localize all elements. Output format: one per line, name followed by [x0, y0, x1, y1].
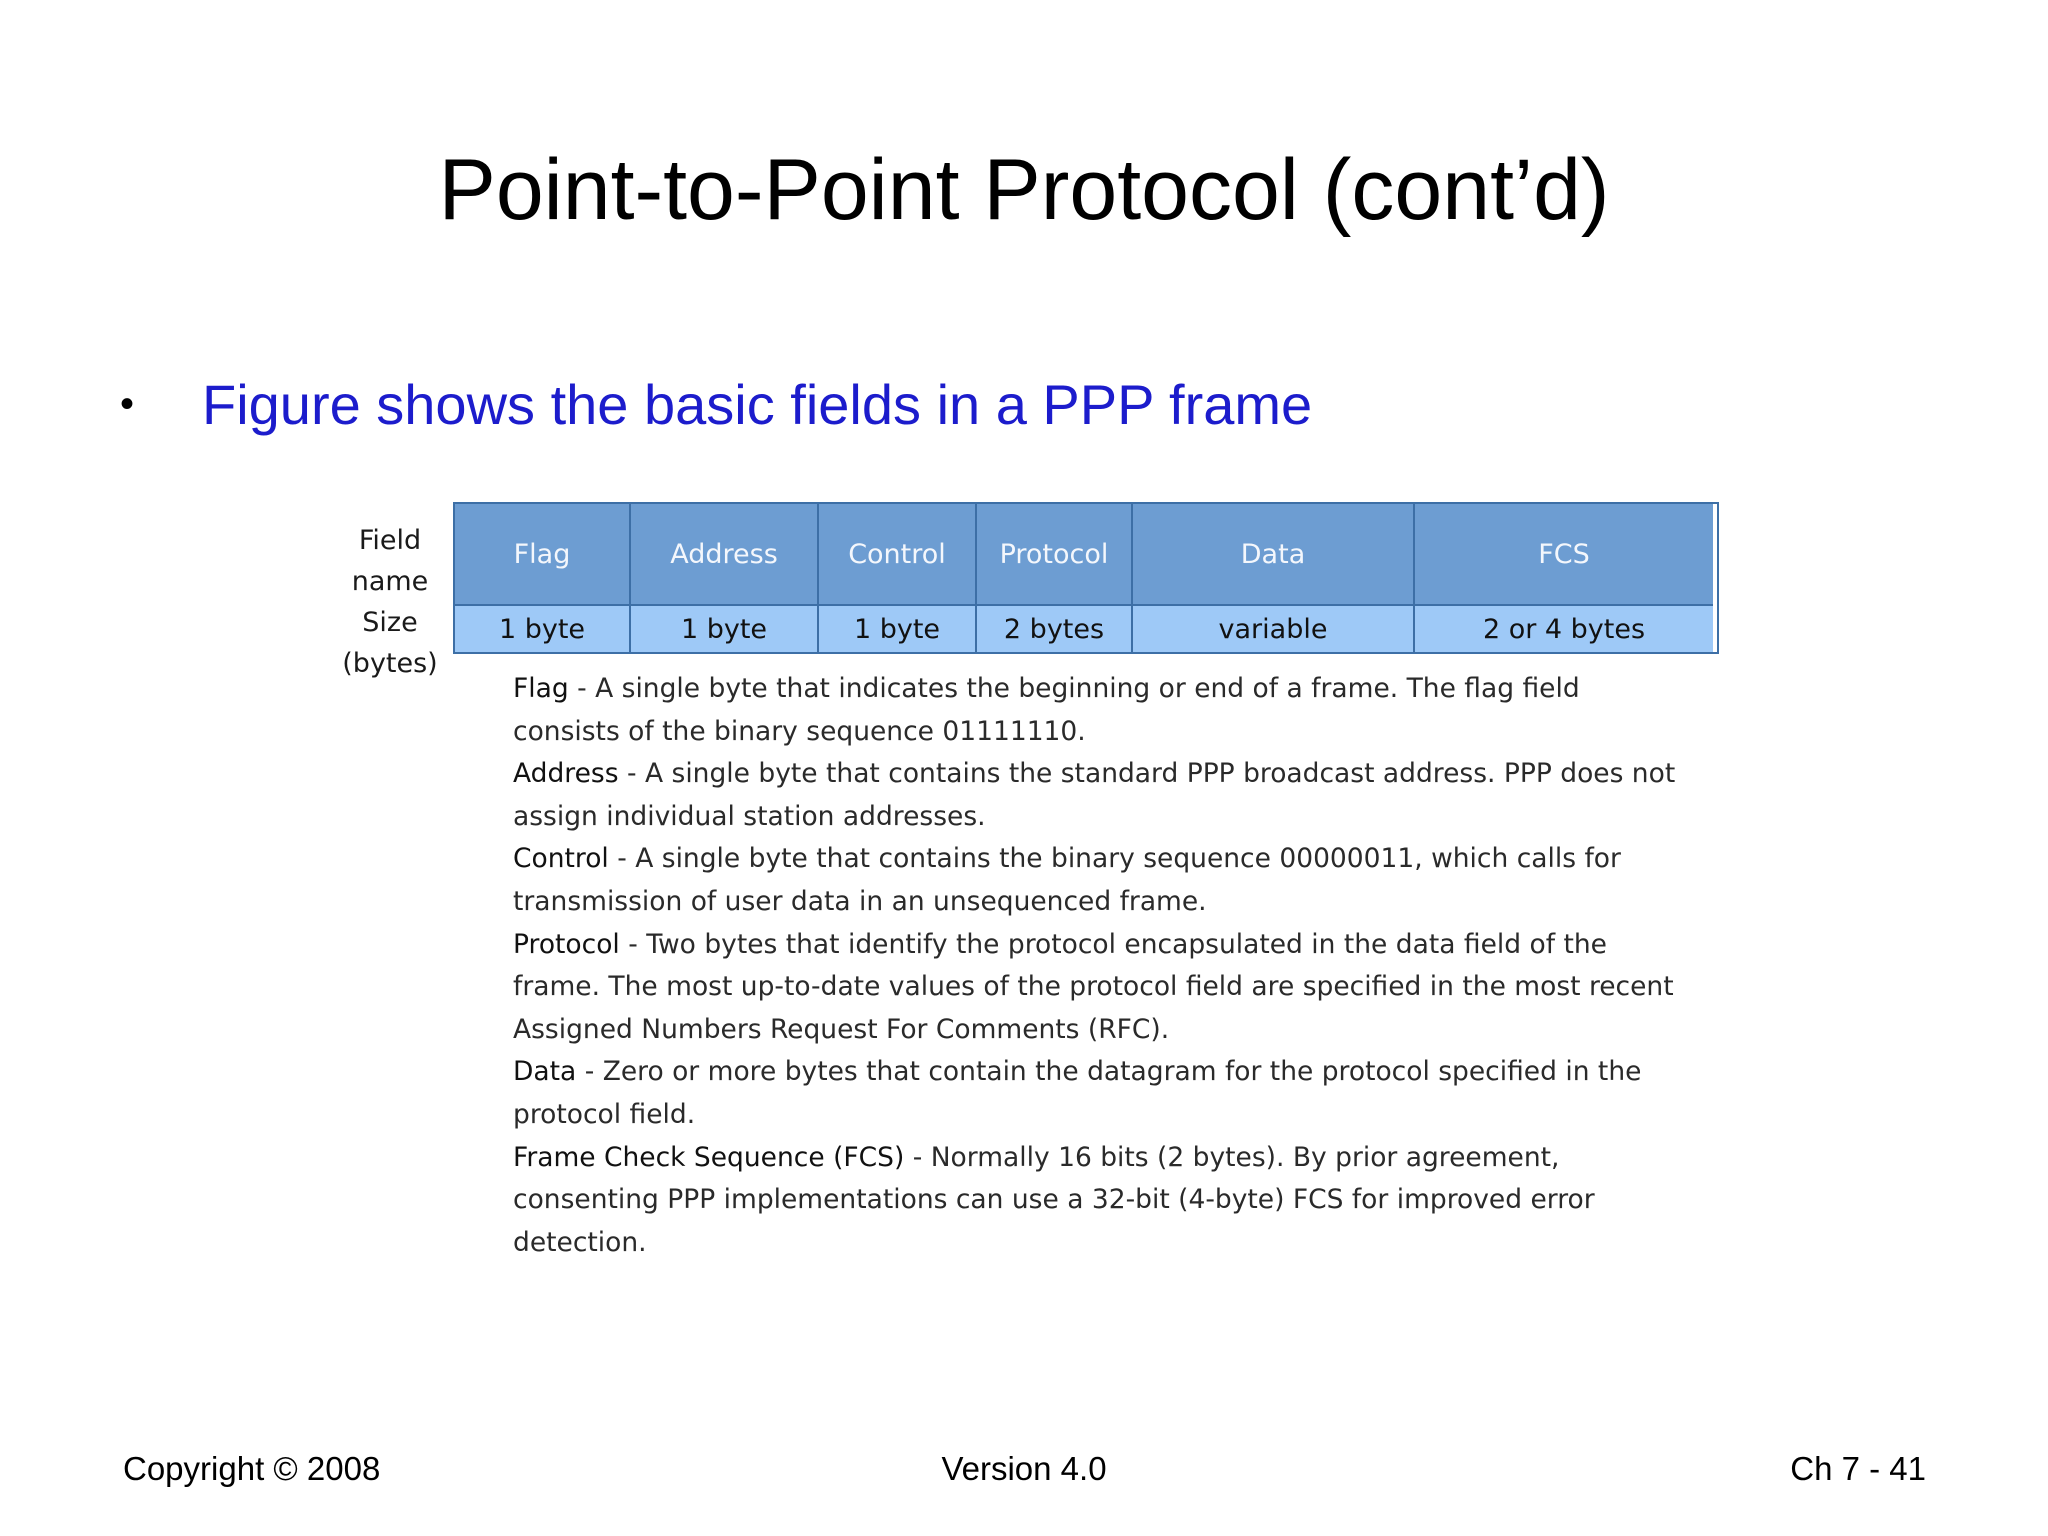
- description-flag: [513, 668, 1693, 753]
- footer-version: Version 4.0: [941, 1450, 1107, 1487]
- row-labels: [340, 520, 440, 684]
- field-name-address: Address: [631, 504, 819, 604]
- description-text: - A single byte that contains the standard PPP broadcast address. PPP does not assign individual station addresses.: [513, 758, 1676, 832]
- field-name-control: Control: [819, 504, 977, 604]
- bullet-icon: •: [120, 382, 135, 426]
- footer-page-number: Ch 7 - 41: [1790, 1450, 1926, 1487]
- description-text: - Two bytes that identify the protocol encapsulated in the data field of the frame. The most up-to-date values of the protocol field are specified in the most recent Assigned Numbers Request For Comments (RFC).: [513, 928, 1674, 1045]
- bullet-item: [120, 372, 1312, 437]
- field-descriptions: [513, 668, 1693, 1264]
- row-label-line: Field: [358, 525, 422, 556]
- description-text: - A single byte that indicates the beginning or end of a frame. The flag field consists of the binary sequence 01111110.: [513, 673, 1580, 747]
- description-text: - Zero or more bytes that contain the datagram for the protocol specified in the protocol field.: [513, 1056, 1642, 1130]
- description-fcs: [513, 1137, 1693, 1265]
- description-term: Frame Check Sequence (FCS): [513, 1141, 905, 1173]
- description-term: Control: [513, 843, 609, 875]
- description-address: [513, 753, 1693, 838]
- description-term: Protocol: [513, 928, 620, 960]
- field-name-flag: Flag: [455, 504, 631, 604]
- field-size-flag: 1 byte: [455, 604, 631, 652]
- row-label-line: Size: [362, 607, 418, 638]
- description-term: Address: [513, 758, 619, 790]
- description-text: - A single byte that contains the binary sequence 00000011, which calls for transmission of user data in an unsequenced frame.: [513, 843, 1621, 917]
- field-size-fcs: 2 or 4 bytes: [1415, 604, 1713, 652]
- description-term: Data: [513, 1056, 577, 1088]
- bullet-text: Figure shows the basic fields in a PPP frame: [202, 373, 1313, 436]
- row-label-line: (bytes): [342, 648, 438, 679]
- slide-title: Point-to-Point Protocol (cont’d): [438, 142, 1610, 238]
- description-text: - Normally 16 bits (2 bytes). By prior agreement, consenting PPP implementations can use a 32-bit (4-byte) FCS for improved error detection.: [513, 1141, 1595, 1258]
- row-label-line: name: [351, 566, 429, 597]
- field-size-control: 1 byte: [819, 604, 977, 652]
- field-name-data: Data: [1133, 504, 1415, 604]
- ppp-frame-table: [453, 502, 1719, 654]
- field-name-fcs: FCS: [1415, 504, 1713, 604]
- description-data: [513, 1051, 1693, 1136]
- footer-copyright: Copyright © 2008: [123, 1450, 381, 1487]
- description-protocol: [513, 924, 1693, 1052]
- field-size-address: 1 byte: [631, 604, 819, 652]
- ppp-frame-figure: [330, 480, 1730, 1260]
- description-term: Flag: [513, 673, 569, 704]
- field-size-protocol: 2 bytes: [977, 604, 1133, 652]
- field-size-data: variable: [1133, 604, 1415, 652]
- field-name-protocol: Protocol: [977, 504, 1133, 604]
- description-control: [513, 838, 1693, 923]
